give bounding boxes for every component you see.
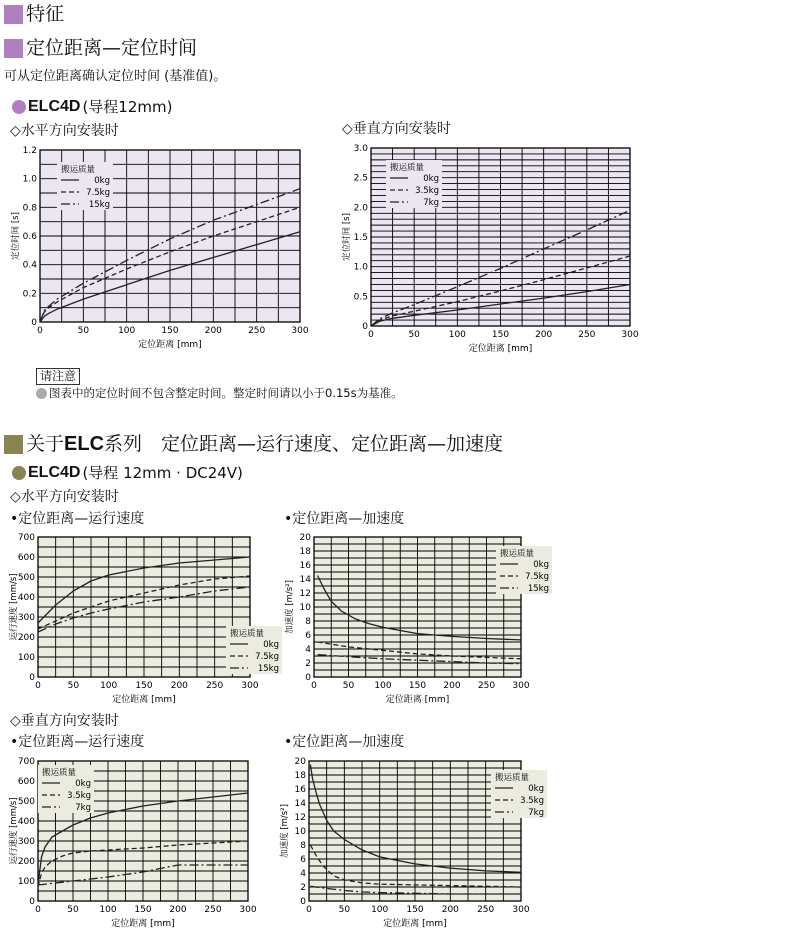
y-tick-label: 300 [17, 837, 35, 847]
speed-title-vertical: •定位距离—运行速度 [10, 734, 145, 750]
y-tick-label: 0.8 [22, 203, 37, 214]
horizontal-mount-title: ◇水平方向安装时 [10, 123, 119, 139]
legend-label: 7kg [423, 198, 439, 208]
y-tick-label: 4 [305, 645, 311, 655]
speed-title-horizontal: •定位距离—运行速度 [10, 511, 145, 527]
chart-time-vertical [335, 140, 645, 355]
y-tick-label: 600 [17, 553, 35, 563]
legend-label: 3.5kg [67, 791, 91, 801]
y-tick-label: 1.2 [22, 146, 37, 156]
y-tick-label: 10 [294, 827, 306, 837]
y-tick-label: 0.5 [353, 292, 368, 303]
legend-title: 搬运质量 [42, 768, 77, 778]
legend-label: 7.5kg [86, 188, 110, 198]
legend-label: 0kg [263, 640, 279, 650]
x-tick-label: 250 [206, 681, 224, 691]
x-tick-label: 300 [621, 330, 639, 340]
purple-dot-icon [12, 100, 26, 114]
y-tick-label: 2 [305, 659, 311, 669]
legend-label: 15kg [527, 584, 549, 594]
x-tick-label: 150 [134, 905, 152, 915]
x-tick-label: 0 [306, 905, 312, 915]
y-tick-label: 600 [17, 777, 35, 787]
legend-label: 15kg [257, 664, 279, 674]
x-tick-label: 0 [35, 681, 41, 691]
y-tick-label: 700 [17, 533, 35, 543]
x-tick-label: 300 [512, 681, 530, 691]
purple-square-icon [4, 5, 23, 24]
y-tick-label: 100 [17, 877, 35, 887]
y-axis-label: 定位时间 [s] [342, 213, 352, 261]
y-tick-label: 3.0 [353, 144, 368, 154]
x-axis-label: 定位距离 [mm] [111, 919, 175, 929]
horizontal-mount-title-2: ◇水平方向安装时 [10, 489, 119, 505]
y-tick-label: 300 [17, 613, 35, 623]
y-tick-label: 10 [299, 603, 311, 613]
legend-label: 0kg [94, 176, 110, 186]
y-tick-label: 8 [300, 841, 306, 851]
x-tick-label: 50 [408, 330, 420, 340]
x-tick-label: 0 [368, 330, 374, 340]
x-axis-label: 定位距离 [mm] [138, 340, 202, 350]
y-tick-label: 0 [300, 897, 306, 907]
y-tick-label: 500 [17, 573, 35, 583]
x-axis-label: 定位距离 [mm] [468, 344, 533, 354]
x-tick-label: 300 [239, 905, 257, 915]
x-tick-label: 200 [169, 905, 187, 915]
x-tick-label: 100 [374, 681, 392, 691]
x-tick-label: 50 [77, 326, 90, 336]
y-tick-label: 6 [305, 631, 311, 641]
y-tick-label: 0.4 [22, 260, 37, 271]
y-tick-label: 18 [294, 771, 306, 781]
y-tick-label: 8 [305, 617, 311, 627]
vertical-mount-title: ◇垂直方向安装时 [342, 121, 451, 137]
chart-time-horizontal [0, 140, 320, 355]
elc-heading [26, 433, 503, 455]
x-tick-label: 50 [67, 905, 79, 915]
y-tick-label: 100 [17, 653, 35, 663]
x-tick-label: 250 [248, 326, 266, 336]
x-axis-label: 定位距离 [mm] [385, 695, 450, 705]
y-tick-label: 16 [294, 785, 306, 795]
note-text: 图表中的定位时间不包含整定时间。整定时间请以小于0.15s为基准。 [49, 386, 403, 400]
y-tick-label: 1.0 [22, 174, 37, 185]
x-tick-label: 0 [311, 681, 317, 691]
chart-speed-horizontal [0, 530, 279, 705]
x-tick-label: 200 [443, 681, 461, 691]
x-tick-label: 200 [535, 330, 553, 340]
x-tick-label: 250 [578, 330, 596, 340]
x-tick-label: 250 [477, 681, 496, 691]
purple-square-icon [4, 39, 23, 58]
chart-accel-horizontal [276, 530, 549, 705]
y-tick-label: 18 [299, 547, 311, 557]
chart-speed-vertical [0, 754, 262, 929]
x-tick-label: 50 [342, 681, 355, 691]
legend-label: 0kg [75, 779, 91, 789]
x-tick-label: 150 [408, 681, 427, 691]
y-tick-label: 12 [299, 589, 311, 599]
model-name-2: ELC4D [28, 463, 81, 481]
y-tick-label: 4 [300, 869, 306, 879]
x-axis-label: 定位距离 [mm] [112, 695, 176, 705]
olive-dot-icon [12, 466, 26, 480]
elc-heading-brand: ELC [64, 433, 105, 455]
elc-heading-suffix: 系列 定位距离—运行速度、定位距离—加速度 [104, 433, 504, 455]
y-tick-label: 200 [17, 857, 35, 867]
y-tick-label: 0 [29, 673, 35, 683]
x-tick-label: 100 [371, 905, 389, 915]
x-tick-label: 200 [441, 905, 459, 915]
y-tick-label: 0.6 [22, 232, 37, 242]
x-tick-label: 0 [37, 326, 43, 336]
x-tick-label: 250 [204, 905, 222, 915]
olive-square-icon [4, 435, 23, 454]
x-tick-label: 100 [99, 905, 117, 915]
x-tick-label: 50 [338, 905, 351, 915]
legend-title: 搬运质量 [390, 163, 425, 173]
y-axis-label: 运行速度 [mm/s] [9, 573, 19, 641]
chart-accel-vertical [276, 754, 544, 929]
x-tick-label: 0 [35, 905, 41, 915]
y-tick-label: 20 [294, 757, 306, 767]
x-tick-label: 250 [477, 905, 495, 915]
y-tick-label: 0 [29, 897, 35, 907]
description-text: 可从定位距离确认定位时间 (基准值)。 [4, 69, 227, 84]
elc-heading-prefix: 关于 [26, 433, 65, 455]
y-tick-label: 6 [300, 855, 306, 865]
legend-title: 搬运质量 [495, 773, 530, 783]
model-spec-2: (导程 12mm · DC24V) [82, 464, 243, 482]
x-tick-label: 200 [204, 326, 222, 336]
x-tick-label: 100 [100, 681, 118, 691]
legend-label: 0kg [528, 784, 544, 794]
model-spec: (导程12mm) [82, 98, 173, 116]
y-tick-label: 14 [294, 799, 306, 809]
features-heading: 特征 [26, 3, 65, 25]
legend-title: 搬运质量 [230, 629, 265, 639]
y-tick-label: 16 [299, 561, 311, 571]
y-tick-label: 400 [17, 593, 35, 603]
y-axis-label: 运行速度 [mm/s] [9, 797, 19, 865]
vertical-mount-title-2: ◇垂直方向安装时 [10, 713, 119, 729]
y-tick-label: 20 [299, 533, 311, 543]
x-tick-label: 100 [118, 326, 136, 336]
legend-label: 0kg [533, 560, 549, 570]
y-tick-label: 0 [362, 322, 368, 332]
section-header-elc [4, 432, 503, 456]
y-axis-label: 加速度 [m/s²] [285, 580, 295, 634]
x-tick-label: 150 [406, 905, 424, 915]
y-tick-label: 400 [17, 817, 35, 827]
x-tick-label: 100 [448, 330, 466, 340]
x-tick-label: 150 [491, 330, 510, 340]
x-tick-label: 50 [67, 681, 80, 691]
section-header-features [4, 2, 64, 26]
accel-title-horizontal: •定位距离—加速度 [284, 511, 405, 527]
y-tick-label: 500 [17, 797, 35, 807]
x-tick-label: 150 [161, 326, 179, 336]
x-tick-label: 300 [291, 326, 309, 336]
y-tick-label: 700 [17, 757, 35, 767]
gray-dot-icon [36, 388, 47, 399]
legend-label: 7.5kg [255, 652, 279, 662]
y-tick-label: 0 [31, 318, 37, 328]
x-tick-label: 300 [241, 681, 259, 691]
model-line-2 [12, 462, 243, 483]
legend-title: 搬运质量 [61, 165, 96, 175]
legend-label: 0kg [423, 174, 439, 184]
y-axis-label: 加速度 [m/s²] [280, 804, 290, 858]
distance-time-heading: 定位距离—定位时间 [26, 37, 198, 59]
note-line [36, 385, 403, 401]
y-tick-label: 1.0 [353, 262, 368, 273]
y-tick-label: 0 [305, 673, 311, 683]
y-tick-label: 2.0 [353, 203, 368, 214]
y-tick-label: 2 [300, 883, 306, 893]
x-tick-label: 150 [135, 681, 153, 691]
x-axis-label: 定位距离 [mm] [383, 919, 447, 929]
y-tick-label: 2.5 [353, 173, 368, 184]
y-tick-label: 12 [294, 813, 306, 823]
legend-label: 15kg [88, 200, 110, 210]
y-tick-label: 14 [299, 575, 311, 585]
model-name: ELC4D [28, 97, 81, 115]
y-axis-label: 定位时间 [s] [11, 212, 21, 260]
accel-title-vertical: •定位距离—加速度 [284, 734, 405, 750]
legend-title: 搬运质量 [500, 549, 535, 559]
x-tick-label: 200 [170, 681, 188, 691]
legend-label: 3.5kg [415, 186, 439, 196]
model-line-1 [12, 96, 172, 117]
note-label: 请注意 [36, 368, 80, 385]
y-tick-label: 1.5 [353, 233, 368, 243]
legend-label: 7.5kg [525, 572, 549, 582]
legend-label: 3.5kg [520, 796, 544, 806]
legend-label: 7kg [75, 803, 91, 813]
legend-label: 7kg [528, 808, 544, 818]
y-tick-label: 0.2 [22, 289, 37, 300]
y-tick-label: 200 [17, 633, 35, 643]
section-header-distance-time [4, 36, 197, 60]
x-tick-label: 300 [512, 905, 530, 915]
